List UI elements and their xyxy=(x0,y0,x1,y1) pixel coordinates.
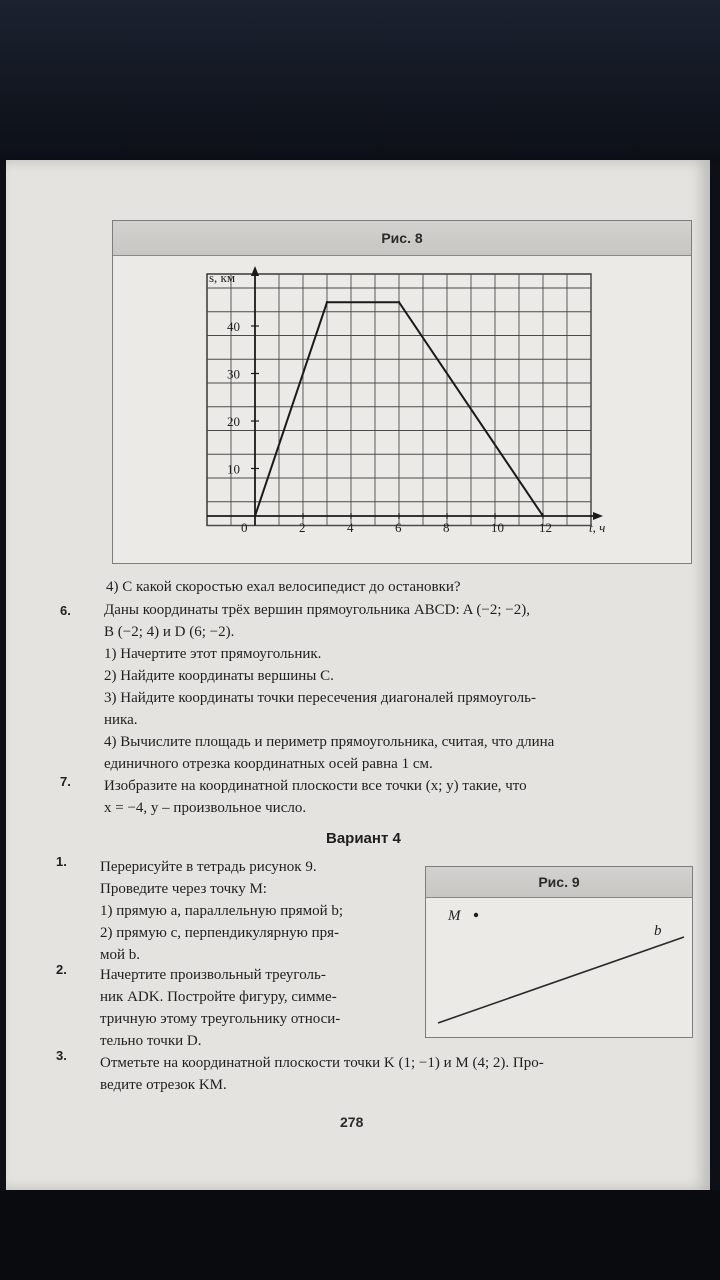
x-tick-label: 4 xyxy=(347,520,354,535)
variant-heading: Вариант 4 xyxy=(326,830,401,847)
problem-6-line-1: Даны координаты трёх вершин прямоугольника ABCD: A (−2; −2), xyxy=(104,602,530,618)
x-axis-arrow xyxy=(593,512,603,520)
v-problem-3-line-2: ведите отрезок KM. xyxy=(100,1077,227,1093)
problem-6-step-4a: 4) Вычислите площадь и периметр прямоугольника, считая, что длина xyxy=(104,734,555,750)
figure-8 xyxy=(112,220,692,564)
data-point xyxy=(542,515,544,517)
v-problem-1-line-2: Проведите через точку M: xyxy=(100,881,267,897)
v-problem-1-line-5: мой b. xyxy=(100,947,141,963)
problem-6-step-3b: ника. xyxy=(104,712,138,728)
figure-8-title: Рис. 8 xyxy=(381,230,423,246)
problem-6-number: 6. xyxy=(60,603,71,618)
v-problem-1-number: 1. xyxy=(56,854,67,869)
y-tick-label: 30 xyxy=(227,366,240,382)
figure-9-title: Рис. 9 xyxy=(538,874,580,890)
dark-background-top xyxy=(0,0,720,165)
v-problem-2-line-3: тричную этому треугольнику относи- xyxy=(100,1011,341,1027)
data-point xyxy=(254,515,256,517)
v-problem-2-number: 2. xyxy=(56,962,67,977)
y-tick-label: 20 xyxy=(227,414,240,429)
figure-9-drawing xyxy=(426,867,692,1037)
y-tick-label: 40 xyxy=(227,319,240,334)
y-axis-arrow xyxy=(251,266,259,276)
x-tick-label: 10 xyxy=(491,520,504,535)
data-point xyxy=(326,301,328,303)
problem-7-number: 7. xyxy=(60,774,71,789)
problem-7-line-1: Изобразите на координатной плоскости все точки (x; y) такие, что xyxy=(104,778,527,794)
problem-6-line-2: B (−2; 4) и D (6; −2). xyxy=(104,624,235,640)
point-m-dot xyxy=(474,913,478,917)
x-tick-label: 12 xyxy=(539,520,552,535)
x-tick-label: 6 xyxy=(395,520,402,535)
v-problem-3-number: 3. xyxy=(56,1048,67,1063)
y-axis-label: s, км xyxy=(209,270,236,285)
v-problem-2-line-2: ник ADK. Постройте фигуру, симме- xyxy=(100,989,337,1005)
v-problem-1-line-4: 2) прямую c, перпендикулярную пря- xyxy=(100,925,340,941)
question-4: 4) С какой скоростью ехал велосипедист до остановки? xyxy=(106,579,461,595)
line-b-label: b xyxy=(654,923,662,939)
x-tick-label: 2 xyxy=(299,520,306,535)
problem-7-line-2: x = −4, y – произвольное число. xyxy=(104,800,307,816)
v-problem-2-line-4: тельно точки D. xyxy=(100,1033,202,1049)
v-problem-3-line-1: Отметьте на координатной плоскости точки K (1; −1) и M (4; 2). Про- xyxy=(100,1055,544,1071)
problem-6-step-1: 1) Начертите этот прямоугольник. xyxy=(104,646,322,662)
problem-6-step-4b: единичного отрезка координатных осей равна 1 см. xyxy=(104,756,433,772)
figure-9 xyxy=(425,866,693,1038)
problem-6-step-3a: 3) Найдите координаты точки пересечения диагоналей прямоуголь- xyxy=(104,690,536,706)
y-tick-label: 10 xyxy=(227,461,240,477)
dark-background-bottom xyxy=(0,1190,720,1280)
v-problem-1-line-1: Перерисуйте в тетрадь рисунок 9. xyxy=(100,859,317,875)
x-tick-label: 0 xyxy=(241,520,248,535)
v-problem-1-line-3: 1) прямую a, параллельную прямой b; xyxy=(100,903,344,919)
distance-time-chart xyxy=(113,221,691,563)
point-m-label: M xyxy=(448,908,461,924)
data-point xyxy=(398,301,400,303)
page-number: 278 xyxy=(340,1114,364,1130)
x-tick-label: 8 xyxy=(443,520,450,535)
v-problem-2-line-1: Начертите произвольный треуголь- xyxy=(100,967,326,983)
problem-6-step-2: 2) Найдите координаты вершины C. xyxy=(104,668,334,684)
x-axis-label: t, ч xyxy=(589,520,606,535)
line-b xyxy=(438,937,684,1023)
